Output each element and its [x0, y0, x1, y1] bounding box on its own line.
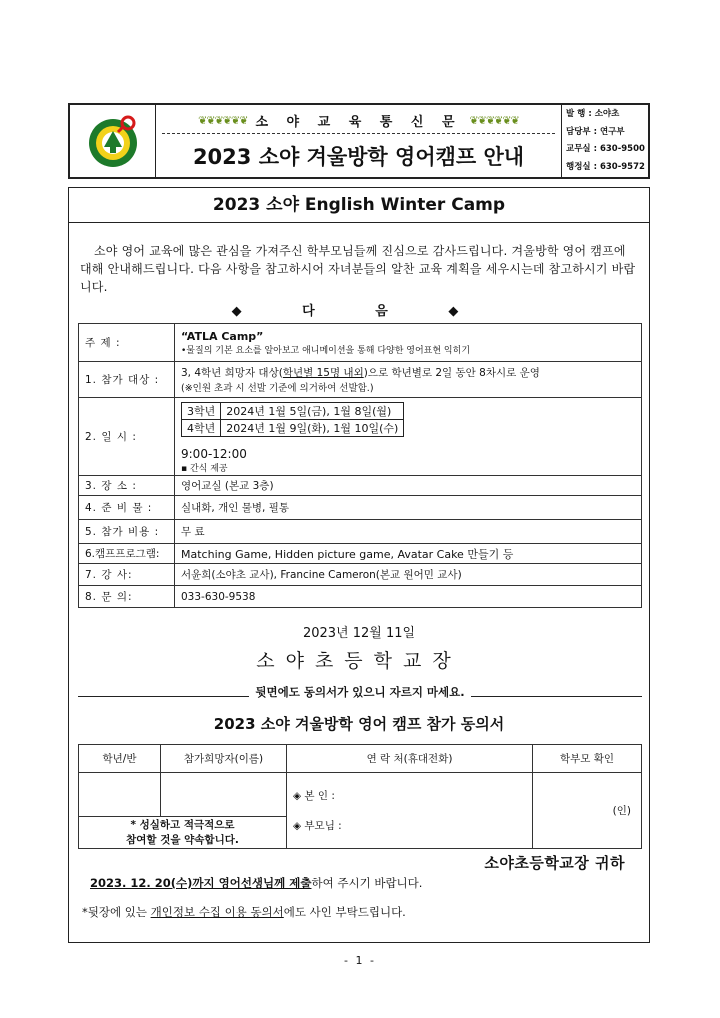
page-title: 2023 소야 겨울방학 영어캠프 안내 — [192, 145, 525, 169]
cut-line-right — [471, 696, 642, 697]
phone-cell[interactable] — [287, 773, 533, 849]
deadline-rest: 하여 주시기 바랍니다. — [311, 876, 423, 890]
table-row — [79, 324, 642, 362]
footnote-text: *뒷장에 있는 — [82, 905, 151, 919]
place-value: 영어교실 (본교 3층) — [175, 476, 642, 496]
theme-sub: •물질의 기본 요소를 알아보고 애니메이션을 통해 다양한 영어표현 익히기 — [181, 345, 471, 356]
parent-seal-cell[interactable] — [533, 773, 642, 849]
supplies-label: 4. 준 비 물 : — [79, 496, 175, 520]
snack-note: ▪ 간식 제공 — [181, 464, 228, 474]
program-value: Matching Game, Hidden picture game, Avatar Cake 만들기 등 — [175, 544, 642, 564]
camp-title: 2023 소야 English Winter Camp — [69, 188, 649, 223]
promise-cell — [79, 817, 287, 849]
table-row — [79, 476, 642, 496]
newsletter-name: 소 야 교 육 통 신 문 — [255, 114, 462, 130]
info-value: 소야초 — [594, 109, 620, 119]
seal-mark: (인) — [612, 805, 631, 817]
info-value: 630-9572 — [599, 161, 645, 172]
self-phone-label: ◈ 본 인 : — [293, 790, 335, 802]
title-cell — [156, 105, 562, 177]
consent-row — [79, 773, 642, 817]
fee-label: 5. 참가 비용 : — [79, 520, 175, 544]
schedule-row — [182, 403, 404, 420]
intro-paragraph: 소야 영어 교육에 많은 관심을 가져주신 학부모님들께 진심으로 감사드립니다. 겨울방학 영어 캠프에 대해 안내해드립니다. 다음 사항을 참고하시어 자녀분들의 알찬 교육 계획을 세우시는데 참고하시기 바랍니다. — [80, 244, 636, 294]
schedule-table — [181, 402, 404, 437]
info-row: 행정실 : 630-9572 — [566, 161, 645, 172]
consent-title: 2023 소야 겨울방학 영어 캠프 참가 동의서 — [213, 715, 505, 733]
addressee: 소야초등학교장 귀하 — [484, 854, 625, 872]
footnote-text: 에도 사인 부탁드립니다. — [283, 905, 406, 919]
cut-notice: 뒷면에도 동의서가 있으니 자르지 마세요. — [255, 685, 465, 699]
issue-date: 2023년 12월 11일 — [302, 626, 416, 641]
dates: 2024년 1월 9일(화), 1월 10일(수) — [221, 420, 404, 437]
parent-phone-label: ◈ 부모님 : — [293, 820, 342, 832]
theme-label: 주 제 : — [79, 324, 175, 362]
table-row — [79, 496, 642, 520]
title-divider — [162, 133, 555, 134]
promise-line: * 성실하고 적극적으로 — [130, 818, 235, 831]
cut-notice-line — [78, 684, 642, 700]
table-row — [79, 586, 642, 608]
school-logo-icon — [83, 111, 143, 171]
details-table — [78, 323, 642, 608]
header-phone: 연 락 처(휴대전화) — [287, 745, 533, 773]
grade: 4학년 — [182, 420, 221, 437]
header-grade: 학년/반 — [79, 745, 161, 773]
theme-title: “ATLA Camp” — [181, 329, 264, 343]
target-cell — [175, 362, 642, 398]
info-label: 행정실 — [566, 161, 591, 172]
supplies-value: 실내화, 개인 물병, 필통 — [175, 496, 642, 520]
target-label: 1. 참가 대상 : — [79, 362, 175, 398]
fee-value: 무 료 — [175, 520, 642, 544]
details-heading: ◆ 다 음 ◆ — [231, 304, 487, 319]
target-text: )으로 학년별로 2일 동안 8차시로 운영 — [363, 367, 540, 379]
program-label: 6.캠프프로그램: — [79, 544, 175, 564]
footnote — [82, 904, 642, 920]
instructor-label: 7. 강 사: — [79, 564, 175, 586]
dates: 2024년 1월 5일(금), 1월 8일(월) — [221, 403, 404, 420]
info-row: 발 행 : 소야초 — [566, 109, 620, 119]
info-row: 담당부 : 연구부 — [566, 126, 625, 137]
info-label: 교무실 — [566, 144, 591, 154]
place-label: 3. 장 소 : — [79, 476, 175, 496]
target-underlined: 학년별 15명 내외 — [282, 367, 364, 379]
target-line — [181, 365, 635, 380]
table-row — [79, 362, 642, 398]
contact-value: 033-630-9538 — [175, 586, 642, 608]
logo-cell — [70, 105, 156, 177]
table-row — [79, 520, 642, 544]
newsletter-header — [68, 103, 650, 179]
grade-input-cell[interactable] — [79, 773, 161, 817]
newsletter-row — [156, 109, 561, 131]
info-value: 630-9500 — [599, 144, 645, 154]
table-row — [79, 564, 642, 586]
consent-header-row — [79, 745, 642, 773]
theme-cell — [175, 324, 642, 362]
page-number: - 1 - — [344, 954, 376, 967]
schedule-time: 9:00-12:00 — [181, 447, 247, 461]
grade: 3학년 — [182, 403, 221, 420]
consent-table — [78, 744, 642, 849]
header-name: 참가희망자(이름) — [161, 745, 287, 773]
table-row — [79, 398, 642, 476]
schedule-label: 2. 일 시 : — [79, 398, 175, 476]
cut-line-left — [78, 696, 249, 697]
header-parent: 학부모 확인 — [533, 745, 642, 773]
schedule-cell — [175, 398, 642, 476]
footnote-underlined: 개인정보 수집 이용 동의서 — [150, 905, 284, 919]
target-note: (※인원 초과 시 선발 기준에 의거하여 선발함.) — [181, 383, 374, 394]
publisher-info — [562, 105, 648, 177]
leaf-decoration-icon: ❦❦❦❦❦❦ — [469, 113, 519, 127]
instructor-value: 서윤희(소야초 교사), Francine Cameron(본교 원어민 교사) — [175, 564, 642, 586]
name-input-cell[interactable] — [161, 773, 287, 817]
info-row: 교무실 : 630-9500 — [566, 144, 645, 154]
info-label: 발 행 — [566, 109, 586, 119]
schedule-row — [182, 420, 404, 437]
table-row — [79, 544, 642, 564]
target-text: 3, 4학년 희망자 대상( — [181, 367, 283, 379]
contact-label: 8. 문 의: — [79, 586, 175, 608]
deadline-date: 2023. 12. 20(수)까지 영어선생님께 제출 — [90, 876, 312, 890]
info-label: 담당부 — [566, 126, 591, 137]
leaf-decoration-icon: ❦❦❦❦❦❦ — [198, 113, 248, 127]
deadline-notice — [90, 875, 630, 891]
principal-title: 소야초등학교장 — [256, 650, 462, 672]
promise-line: 참여할 것을 약속합니다. — [126, 833, 239, 846]
info-value: 연구부 — [599, 126, 625, 137]
